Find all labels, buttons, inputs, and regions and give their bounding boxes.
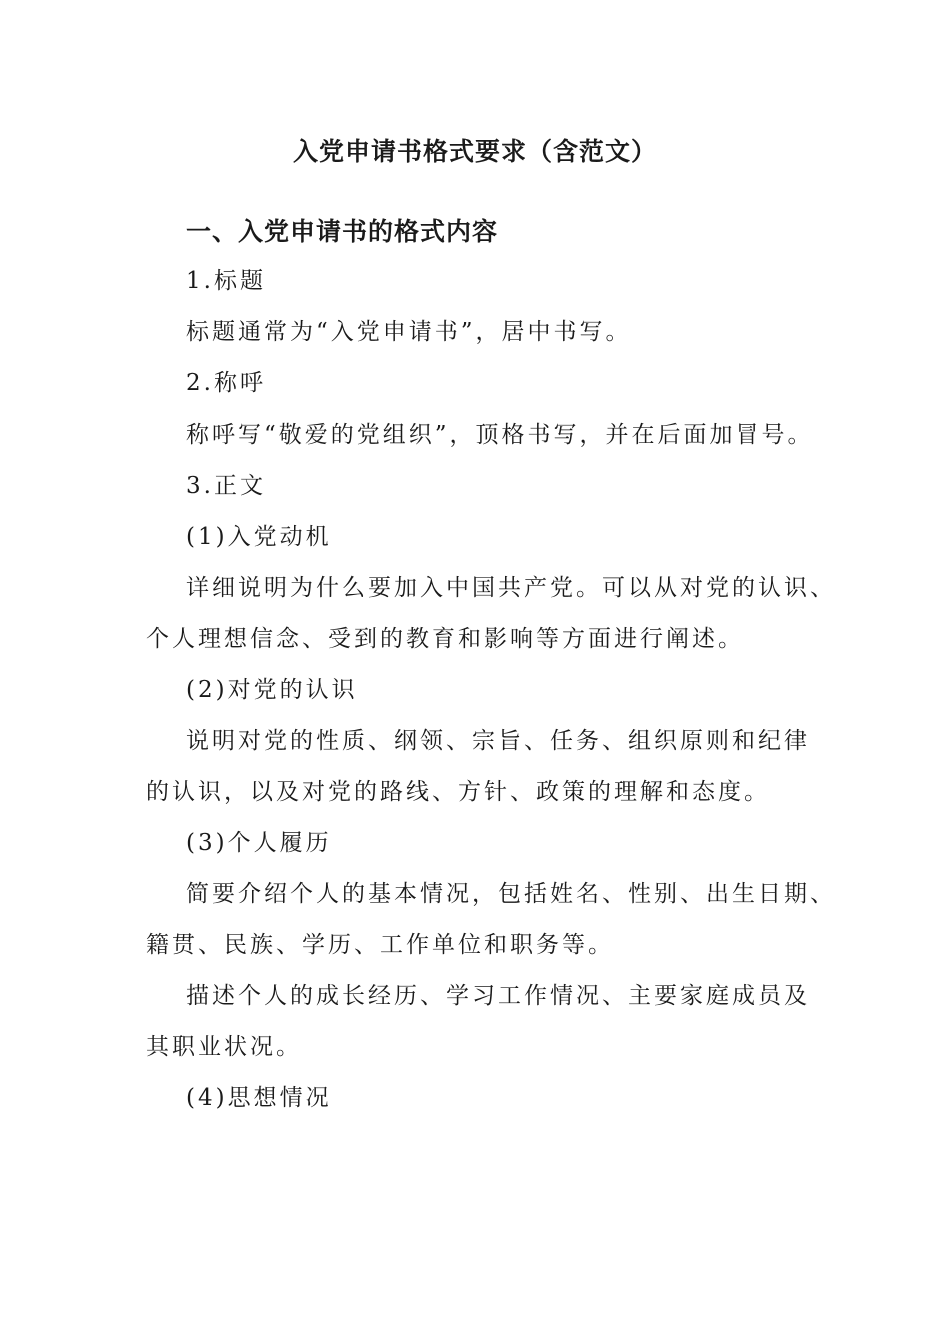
- section-heading: 一、入党申请书的格式内容: [186, 217, 499, 246]
- paragraph-motivation-line1: 详细说明为什么要加入中国共产党。可以从对党的认识、: [186, 575, 836, 601]
- paragraph-resume-line2: 籍贯、民族、学历、工作单位和职务等。: [146, 932, 614, 958]
- subheading-motivation: (1)入党动机: [186, 524, 332, 550]
- paragraph-salutation-desc: 称呼写“敬爱的党组织”，顶格书写，并在后面加冒号。: [186, 422, 814, 448]
- paragraph-motivation-line2: 个人理想信念、受到的教育和影响等方面进行阐述。: [146, 626, 744, 652]
- paragraph-experience-line1: 描述个人的成长经历、学习工作情况、主要家庭成员及: [186, 983, 810, 1009]
- paragraph-title-desc: 标题通常为“入党申请书”，居中书写。: [186, 319, 632, 345]
- subheading-understanding: (2)对党的认识: [186, 677, 358, 703]
- subheading-thoughts: (4)思想情况: [186, 1085, 332, 1111]
- document-title: 入党申请书格式要求（含范文）: [292, 137, 657, 166]
- paragraph-resume-line1: 简要介绍个人的基本情况，包括姓名、性别、出生日期、: [186, 881, 836, 907]
- subheading-title: 1.标题: [186, 268, 266, 294]
- paragraph-experience-line2: 其职业状况。: [146, 1034, 302, 1060]
- subheading-body: 3.正文: [186, 473, 266, 499]
- paragraph-understanding-line2: 的认识，以及对党的路线、方针、政策的理解和态度。: [146, 779, 770, 805]
- subheading-salutation: 2.称呼: [186, 370, 266, 396]
- subheading-resume: (3)个人履历: [186, 830, 332, 856]
- paragraph-understanding-line1: 说明对党的性质、纲领、宗旨、任务、组织原则和纪律: [186, 728, 810, 754]
